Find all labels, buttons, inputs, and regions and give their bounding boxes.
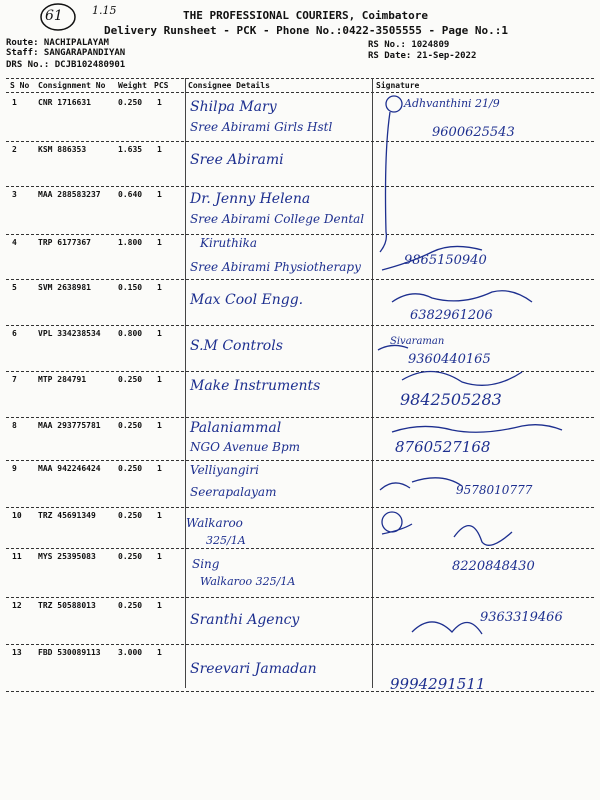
row-sno: 5 [12,283,17,292]
rs-date: RS Date: 21-Sep-2022 [368,51,477,61]
consignee-name: Walkaroo [186,516,243,530]
consignee-address: Walkaroo 325/1A [200,575,296,588]
signature-phone: 8220848430 [452,559,535,574]
row-pcs: 1 [157,375,162,384]
row-consignment: FBD 530089113 [38,648,101,657]
row-consignment: CNR 1716631 [38,98,91,107]
signature-phone: 8760527168 [395,438,491,456]
row-sno: 4 [12,238,17,247]
consignee-address: Seerapalayam [190,485,277,499]
row-weight: 0.250 [118,511,143,520]
row-pcs: 1 [157,421,162,430]
signature-phone: 9865150940 [404,253,487,268]
row-pcs: 1 [157,238,162,247]
row-consignment: TRZ 45691349 [38,511,96,520]
row-consignment: MAA 288583237 [38,190,101,199]
signature-name: Sivaraman [390,336,445,347]
col-header-signature: Signature [376,81,420,90]
row-consignment: TRP 6177367 [38,238,91,247]
consignee-name: Velliyangiri [190,463,259,477]
row-sno: 10 [12,511,22,520]
consignee-name: Sing [192,557,220,571]
row-sno: 2 [12,145,17,154]
signature-phone: 9578010777 [456,483,533,497]
row-sno: 13 [12,648,22,657]
row-pcs: 1 [157,98,162,107]
row-sno: 11 [12,552,22,561]
row-pcs: 1 [157,329,162,338]
signature-name: Adhvanthini 21/9 [404,97,500,110]
consignee-name: Make Instruments [190,378,321,394]
company-title: THE PROFESSIONAL COURIERS, Coimbatore [183,9,429,22]
signature-scribbles-icon [372,92,600,692]
consignee-name: Sranthi Agency [190,612,300,628]
signature-phone: 9363319466 [480,610,563,625]
row-consignment: KSM 886353 [38,145,87,154]
row-weight: 0.250 [118,464,143,473]
row-sno: 7 [12,375,17,384]
row-pcs: 1 [157,283,162,292]
route-label: Route: NACHIPALAYAM [6,38,109,48]
signature-phone: 9360440165 [408,352,491,367]
consignee-name: S.M Controls [190,338,283,354]
col-header-consignee: Consignee Details [188,81,270,90]
consignee-name: Shilpa Mary [190,99,277,115]
row-sno: 9 [12,464,17,473]
circled-number: 61 [45,8,63,24]
row-sno: 12 [12,601,22,610]
row-weight: 0.250 [118,375,143,384]
signature-phone: 9842505283 [400,390,502,409]
row-weight: 0.640 [118,190,143,199]
row-weight: 0.150 [118,283,143,292]
row-weight: 0.800 [118,329,143,338]
row-pcs: 1 [157,145,162,154]
row-weight: 1.800 [118,238,143,247]
col-header-pcs: PCS [154,81,169,90]
row-pcs: 1 [157,601,162,610]
row-pcs: 1 [157,511,162,520]
consignee-name: Sree Abirami [190,152,284,168]
col-header-sno: S No [10,81,30,90]
signature-phone: 9600625543 [432,125,515,140]
consignee-address: 325/1A [206,534,246,547]
row-consignment: MAA 942246424 [38,464,101,473]
row-weight: 0.250 [118,421,143,430]
row-consignment: TRZ 50588013 [38,601,96,610]
consignee-name: Dr. Jenny Helena [190,191,311,207]
annotation-note: 1.15 [92,4,117,17]
consignee-name: Max Cool Engg. [190,292,304,308]
table-top-divider [6,78,594,79]
row-consignment: SVM 2638981 [38,283,91,292]
consignee-address: Sree Abirami Physiotherapy [190,260,361,274]
row-sno: 8 [12,421,17,430]
row-weight: 0.250 [118,552,143,561]
runsheet-title: Delivery Runsheet - PCK - Phone No.:0422-3505555 - Page No.:1 [104,24,508,37]
row-sno: 6 [12,329,17,338]
consignee-address: Sree Abirami Girls Hstl [190,120,333,134]
row-weight: 1.635 [118,145,143,154]
col-header-weight: Weight [118,81,147,90]
row-pcs: 1 [157,648,162,657]
row-pcs: 1 [157,190,162,199]
signature-phone: 9994291511 [390,675,486,693]
rs-number: RS No.: 1024809 [368,40,450,50]
row-consignment: MTP 284791 [38,375,87,384]
row-consignment: MYS 25395083 [38,552,96,561]
row-consignment: MAA 293775781 [38,421,101,430]
consignee-address: Sree Abirami College Dental [190,212,365,226]
handwritten-page-annotation [38,2,117,36]
col-header-consignment: Consignment No [38,81,106,90]
row-weight: 0.250 [118,98,143,107]
row-pcs: 1 [157,464,162,473]
row-consignment: VPL 334238534 [38,329,101,338]
row-weight: 3.000 [118,648,143,657]
consignee-name: Sreevari Jamadan [190,661,317,677]
row-weight: 0.250 [118,601,143,610]
signature-phone: 6382961206 [410,308,493,323]
drs-number: DRS No.: DCJB102480901 [6,60,126,70]
row-sno: 3 [12,190,17,199]
consignee-name: Kiruthika [200,236,258,250]
row-sno: 1 [12,98,17,107]
staff-label: Staff: SANGARAPANDIYAN [6,48,126,58]
consignee-name: Palaniammal [190,420,282,436]
consignee-address: NGO Avenue Bpm [190,440,301,454]
row-pcs: 1 [157,552,162,561]
